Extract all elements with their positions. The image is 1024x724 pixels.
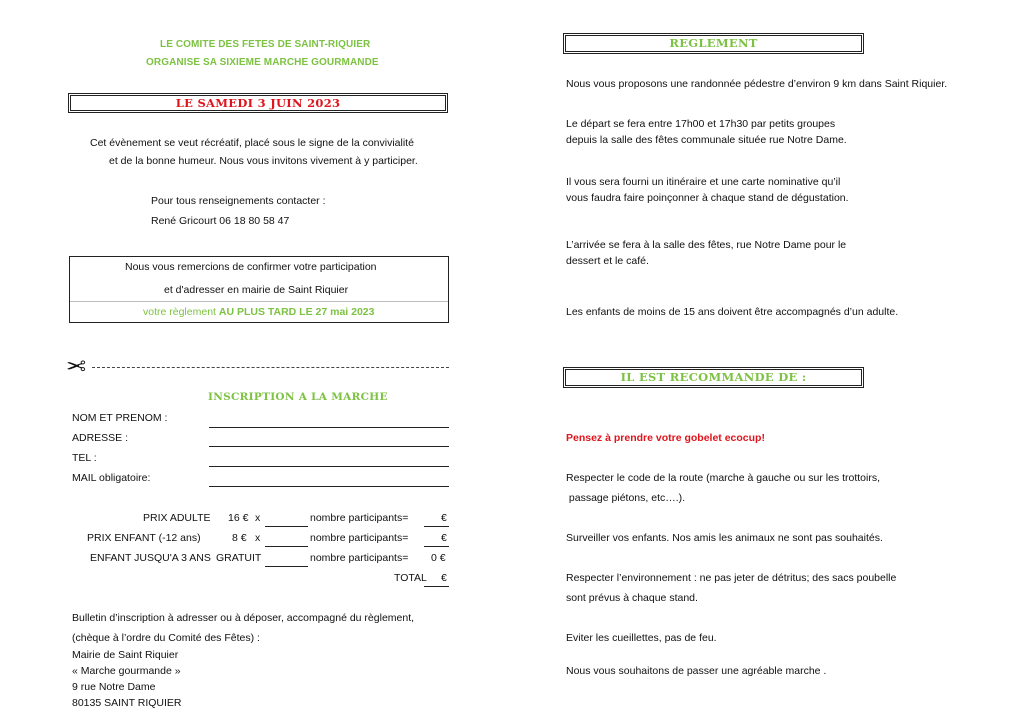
adult-amount-field[interactable] [424,526,449,527]
small-child-label: ENFANT JUSQU'A 3 ANS [90,552,211,564]
adult-participants-label: nombre participants= [310,512,409,524]
total-label: TOTAL [394,572,427,584]
confirm-line-1: Nous vous remercions de confirmer votre participation [125,261,377,273]
confirmation-box [69,256,449,323]
contact-label: Pour tous renseignements contacter : [151,195,326,207]
confirm-line-2: et d'adresser en mairie de Saint Riquier [164,284,349,296]
child-count-field[interactable] [265,546,308,547]
mairie-address-1: Mairie de Saint Riquier [72,649,179,661]
bulletin-line-2: (chèque à l’ordre du Comité des Fêtes) : [72,632,260,644]
rule-arrival-1: L’arrivée se fera à la salle des fêtes, rue Notre Dame pour le [566,239,847,251]
mairie-address-3: 9 rue Notre Dame [72,681,156,693]
tel-field[interactable] [209,466,449,467]
adult-multiplier: x [255,512,261,524]
recommend-children: Surveiller vos enfants. Nos amis les animaux ne sont pas souhaités. [566,532,883,544]
date-box [68,93,448,113]
deadline-date: AU PLUS TARD LE 27 mai 2023 [218,306,375,318]
name-field[interactable] [209,427,449,428]
adult-euro: € [441,512,447,524]
name-label: NOM ET PRENOM : [72,412,168,424]
child-participants-label: nombre participants= [310,532,409,544]
rule-children: Les enfants de moins de 15 ans doivent être accompagnés d’un adulte. [566,306,899,318]
reglement-title: REGLEMENT [669,36,758,50]
total-euro: € [441,572,447,584]
cut-line [92,367,449,368]
total-field[interactable] [424,586,449,587]
event-heading: ORGANISE SA SIXIEME MARCHE GOURMANDE [146,57,379,68]
deadline-prefix: votre règlement [143,306,216,318]
child-amount-field[interactable] [424,546,449,547]
mail-field[interactable] [209,486,449,487]
rule-map-1: Il vous sera fourni un itinéraire et une carte nominative qu’il [566,176,841,188]
rule-departure-1: Le départ se fera entre 17h00 et 17h30 par petits groupes [566,118,836,130]
inscription-title: INSCRIPTION A LA MARCHE [208,391,388,403]
mail-label: MAIL obligatoire: [72,472,151,484]
intro-line-1: Cet évènement se veut récréatif, placé sous le signe de la convivialité [90,137,414,149]
event-date: LE SAMEDI 3 JUIN 2023 [175,96,341,110]
recommend-road-1: Respecter le code de la route (marche à gauche ou sur les trottoirs, [566,472,880,484]
child-multiplier: x [255,532,261,544]
rule-arrival-2: dessert et le café. [566,255,649,267]
adult-count-field[interactable] [265,526,308,527]
small-child-participants-label: nombre participants= [310,552,409,564]
contact-value: René Gricourt 06 18 80 58 47 [151,215,290,227]
closing-wish: Nous vous souhaitons de passer une agréable marche . [566,665,827,677]
intro-line-2: et de la bonne humeur. Nous vous invitons vivement à y participer. [109,155,418,167]
child-euro: € [441,532,447,544]
tel-label: TEL : [72,452,97,464]
deadline-text [143,306,374,319]
recommend-no-fire: Eviter les cueillettes, pas de feu. [566,632,717,644]
mairie-address-2: « Marche gourmande » [72,665,181,677]
reglement-box [563,33,864,54]
small-child-count-field[interactable] [265,566,308,567]
bulletin-line-1: Bulletin d’inscription à adresser ou à déposer, accompagné du règlement, [72,612,415,624]
child-price: 8 € [232,532,247,544]
child-price-label: PRIX ENFANT (-12 ans) [87,532,201,544]
address-field[interactable] [209,446,449,447]
recommend-environment-2: sont prévus à chaque stand. [566,592,698,604]
adult-price: 16 € [228,512,249,524]
rule-distance: Nous vous proposons une randonnée pédestre d’environ 9 km dans Saint Riquier. [566,78,948,90]
recommande-title: IL EST RECOMMANDE DE : [620,370,807,384]
recommande-box [563,367,864,388]
rule-departure-2: depuis la salle des fêtes communale située rue Notre Dame. [566,134,847,146]
rule-map-2: vous faudra faire poinçonner à chaque stand de dégustation. [566,192,849,204]
scissors-icon: ✂ [66,351,87,379]
organizer-heading: LE COMITE DES FETES DE SAINT-RIQUIER [160,39,371,50]
adult-price-label: PRIX ADULTE [143,512,211,524]
recommend-environment-1: Respecter l’environnement : ne pas jeter de détritus; des sacs poubelle [566,572,897,584]
recommend-road-2: passage piétons, etc….). [566,492,686,504]
small-child-amount: 0 € [431,552,446,564]
small-child-price: GRATUIT [216,552,262,564]
confirmation-divider [70,301,448,302]
address-label: ADRESSE : [72,432,129,444]
recommend-ecocup: Pensez à prendre votre gobelet ecocup! [566,432,765,444]
mairie-address-4: 80135 SAINT RIQUIER [72,697,182,709]
